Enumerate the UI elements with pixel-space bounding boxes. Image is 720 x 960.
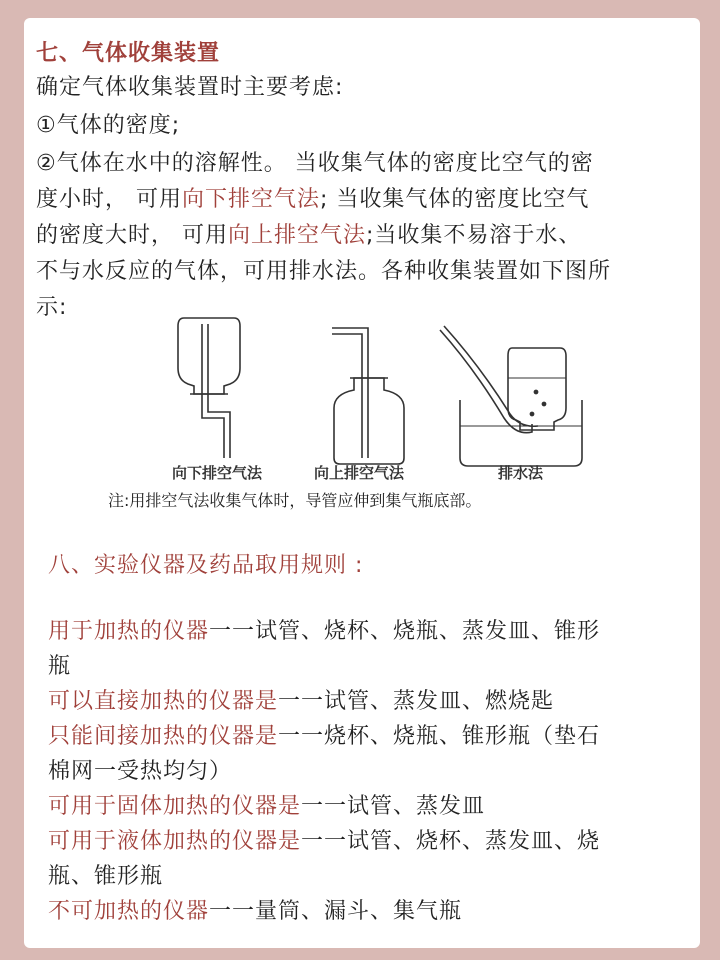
item-text: 瓶 [48,654,72,679]
item-text: 一一烧杯、烧瓶、锥形瓶（垫石 [278,724,601,749]
item-text: 瓶、锥形瓶 [48,864,164,889]
section-7-point-2-line-2 [36,182,676,218]
content-card [24,18,700,948]
item-text: 一一试管、蒸发皿、燃烧匙 [278,689,555,714]
section-7-title: 七、气体收集装置 [36,41,221,66]
section-7-point-2-line-5: 示: [36,295,68,320]
list-item [48,789,688,824]
apparatus-drawing [164,308,604,488]
item-label: 只能间接加热的仪器是 [48,724,279,749]
item-text: 一一试管、蒸发皿 [301,794,486,819]
section-7-point-2-line-4: 不与水反应的气体，可用排水法。各种收集装置如下图所 [36,259,612,284]
inverted-bottle-icon [178,318,240,458]
section-8-title: 八、实验仪器及药品取用规则 : [48,553,364,578]
list-item [48,649,688,684]
method-downward-air: 向下排空气法 [182,187,321,212]
water-trough-icon [440,326,582,466]
item-text: 棉网一受热均匀） [48,759,233,784]
section-7-note: 注:用排空气法收集气体时，导管应伸到集气瓶底部。 [108,491,482,510]
item-label: 不可加热的仪器 [48,899,210,924]
list-item [48,859,688,894]
section-7-point-2-line-1: ②气体在水中的溶解性。 当收集气体的密度比空气的密 [36,151,594,176]
section-7-point-1: ①气体的密度; [36,113,181,138]
text-span: ; 当收集气体的密度比空气 [320,187,590,212]
upright-bottle-icon [332,328,404,464]
list-item [48,824,688,859]
item-label: 可用于固体加热的仪器是 [48,794,302,819]
item-label: 可以直接加热的仪器是 [48,689,279,714]
caption-water-displacement: 排水法 [498,464,544,482]
method-upward-air: 向上排空气法 [228,223,367,248]
text-span: ;当收集不易溶于水、 [366,223,582,248]
section-7-intro: 确定气体收集装置时主要考虑: [36,75,344,100]
item-label: 用于加热的仪器 [48,619,210,644]
list-item [48,684,688,719]
section-7-point-2-line-3 [36,218,676,254]
text-span: 的密度大时， 可用 [36,223,228,248]
list-item [48,894,688,929]
list-item [48,719,688,754]
text-span: 度小时， 可用 [36,187,182,212]
list-item [48,614,688,649]
caption-upward-air: 向上排空气法 [314,464,405,482]
item-text: 一一试管、烧杯、烧瓶、蒸发皿、锥形 [209,619,601,644]
item-text: 一一量筒、漏斗、集气瓶 [209,899,463,924]
gas-collection-diagram [164,308,604,488]
item-label: 可用于液体加热的仪器是 [48,829,302,854]
list-item [48,754,688,789]
caption-downward-air: 向下排空气法 [172,464,263,482]
item-text: 一一试管、烧杯、蒸发皿、烧 [301,829,601,854]
